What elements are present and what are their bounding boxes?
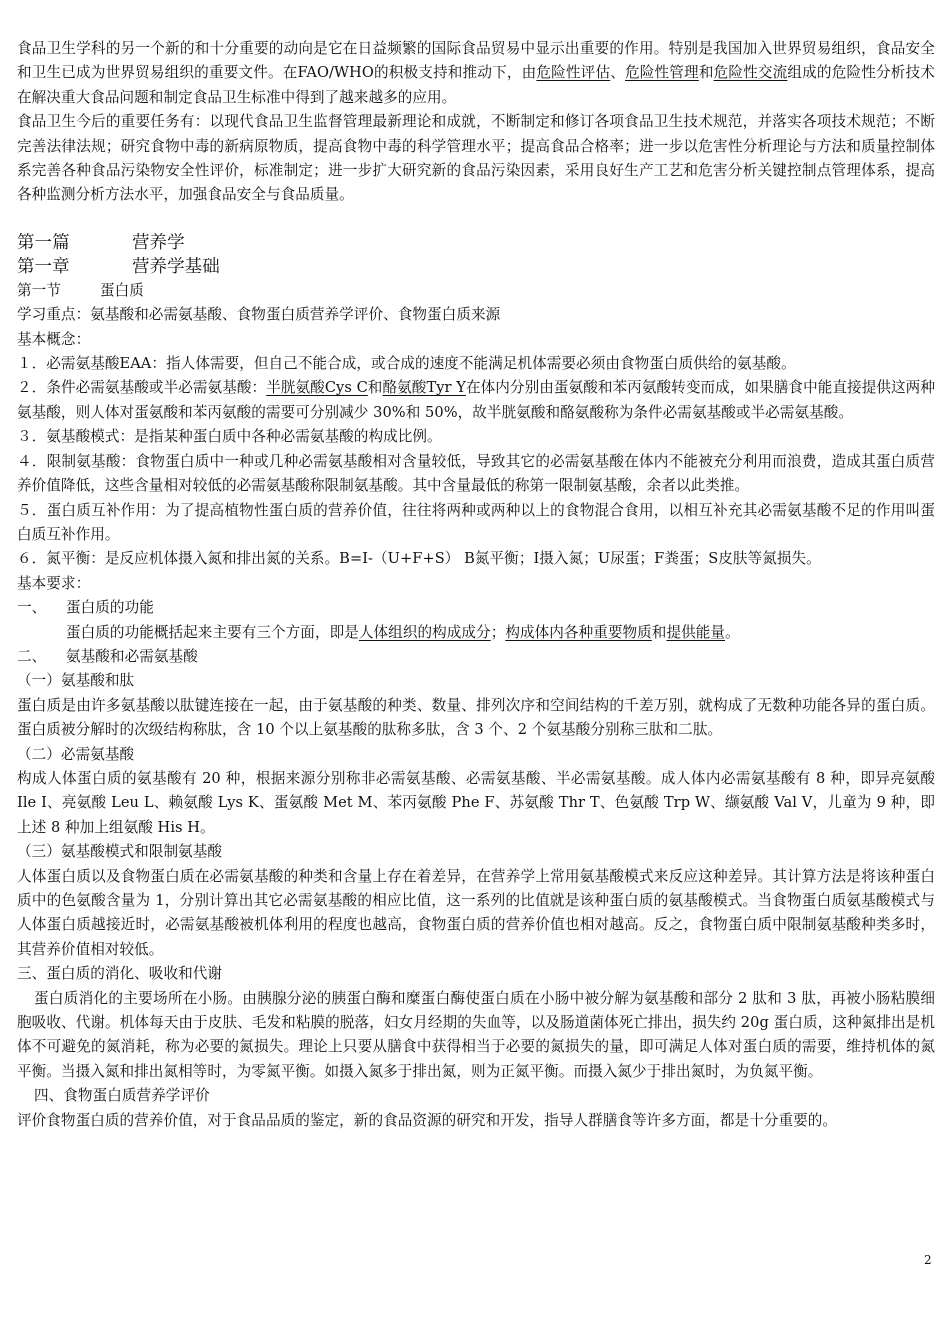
requirements-label: 基本要求：	[17, 574, 91, 592]
body-paragraph: 人体蛋白质以及食物蛋白质在必需氨基酸的种类和含量上存在着差异，在营养学上常用氨基酸模式来反应这种差异。其计算方法是将该种蛋白质中的色氨酸含量为 1，分别计算出其它必需氨基酸的相应比值，这一系列的比值就是该种蛋白质的氨基酸模式。当食物蛋白质氨基酸模式与人体蛋白质越接近时，必需氨基酸被机体利用的程度也越高，食物蛋白质的营养价值也相对越高。反之，食物蛋白质中限制氨基酸种类多时，其营养价值相对较低。	[17, 867, 935, 958]
section-heading	[17, 279, 935, 303]
subsection-heading: 四、食物蛋白质营养学评价	[34, 1087, 210, 1105]
underlined-term: 危险性交流	[713, 64, 788, 82]
concept-item: １．必需氨基酸EAA：指人体需要，但自己不能合成，或合成的速度不能满足机体需要必须由食物蛋白质供给的氨基酸。	[17, 355, 796, 373]
underlined-term: 构成体内各种重要物质	[505, 623, 652, 641]
chapter-heading	[17, 255, 935, 279]
subsection-heading: 一、 蛋白质的功能	[17, 599, 154, 617]
body-paragraph: 蛋白质是由许多氨基酸以肽键连接在一起，由于氨基酸的种类、数量、排列次序和空间结构的千差万别，就构成了无数种功能各异的蛋白质。蛋白质被分解时的次级结构称肽，含 10 个以上氨基酸的肽称多肽，含 3 个、2 个氨基酸分别称三肽和二肽。	[17, 696, 935, 739]
body-paragraph: 蛋白质的功能概括起来主要有三个方面，即是人体组织的构成成分；构成体内各种重要物质和提供能量。	[66, 623, 740, 641]
underlined-term: 提供能量	[666, 623, 726, 641]
part-number: 第一篇	[17, 232, 70, 253]
concept-item: ４．限制氨基酸：食物蛋白质中一种或几种必需氨基酸相对含量较低，导致其它的必需氨基酸在体内不能被充分利用而浪费，造成其蛋白质营养价值降低，这些含量相对较低的必需氨基酸称限制氨基酸。其中含量最低的称第一限制氨基酸，余者以此类推。	[17, 452, 935, 495]
spacer	[17, 208, 935, 231]
subsection-heading: 三、蛋白质的消化、吸收和代谢	[17, 965, 223, 983]
chapter-number: 第一章	[17, 256, 70, 277]
underlined-term: 人体组织的构成成分	[358, 623, 491, 641]
body-paragraph: 蛋白质消化的主要场所在小肠。由胰腺分泌的胰蛋白酶和糜蛋白酶使蛋白质在小肠中被分解为氨基酸和部分 2 肽和 3 肽，再被小肠粘膜细胞吸收、代谢。机体每天由于皮肤、毛发和粘膜的脱落，妇女月经期的失血等，以及肠道菌体死亡排出，损失约 20g 蛋白质，这种氮排出是机体不可避免的氮消耗，称为必要的氮损失。理论上只要从膳食中获得相当于必要的氮损失的量，即可满足人体对蛋白质的需要，维持机体的氮平衡。当摄入氮和排出氮相等时，为零氮平衡。如摄入氮多于排出氮，则为正氮平衡。而摄入氮少于排出氮时，为负氮平衡。	[17, 989, 935, 1080]
section-number: 第一节	[17, 281, 61, 299]
underlined-term: 危险性评估	[536, 64, 611, 82]
document-page	[17, 37, 935, 1133]
body-paragraph: 构成人体蛋白质的氨基酸有 20 种，根据来源分别称非必需氨基酸、必需氨基酸、半必需氨基酸。成人体内必需氨基酸有 8 种，即异亮氨酸 Ile I、亮氨酸 Leu L、赖氨酸 Lys K、蛋氨酸 Met M、苯丙氨酸 Phe F、苏氨酸 Thr T、色氨酸 Trp W、缬氨酸 Val V，儿童为 9 种，即上述 8 种加上组氨酸 His H。	[17, 769, 935, 836]
section-title: 蛋白质	[100, 281, 144, 299]
part-title: 营养学	[132, 232, 185, 253]
concept-item: ６．氮平衡：是反应机体摄入氮和排出氮的关系。B=I-（U+F+S） B氮平衡；I摄入氮；U尿蛋；F粪蛋；S皮肤等氮损失。	[17, 550, 821, 568]
intro-paragraph-2: 食品卫生今后的重要任务有：以现代食品卫生监督管理最新理论和成就，不断制定和修订各项食品卫生技术规范，并落实各项技术规范；不断完善法律法规；研究食物中毒的新病原物质，提高食物中毒的科学管理水平；提高食品合格率；进一步以危害性分析理论与方法和质量控制体系完善各种食品污染物安全性评价，标准制定；进一步扩大研究新的食品污染因素，采用良好生产工艺和危害分析关键控制点管理体系，提高各种监测分析方法水平，加强食品安全与食品质量。	[17, 113, 935, 204]
intro-paragraph-1: 食品卫生学科的另一个新的和十分重要的动向是它在日益频繁的国际食品贸易中显示出重要的作用。特别是我国加入世界贸易组织，食品安全和卫生已成为世界贸易组织的重要文件。在FAO/WHO的积极支持和推动下，由危险性评估、危险性管理和危险性交流组成的危险性分析技术在解决重大食品问题和制定食品卫生标准中得到了越来越多的应用。	[17, 40, 935, 106]
part-heading	[17, 231, 935, 255]
underlined-term: 酪氨酸Tyr Y	[382, 379, 466, 397]
study-focus: 学习重点：氨基酸和必需氨基酸、食物蛋白质营养学评价、食物蛋白质来源	[17, 306, 501, 324]
body-paragraph: 评价食物蛋白质的营养价值，对于食品品质的鉴定，新的食品资源的研究和开发，指导人群膳食等许多方面，都是十分重要的。	[17, 1111, 838, 1129]
concept-item: ２．条件必需氨基酸或半必需氨基酸：半胱氨酸Cys C和酪氨酸Tyr Y在体内分别由蛋氨酸和苯丙氨酸转变而成，如果膳食中能直接提供这两种氨基酸，则人体对蛋氨酸和苯丙氨酸的需要可分别减少 30%和 50%，故半胱氨酸和酪氨酸称为条件必需氨基酸或半必需氨基酸。	[17, 379, 935, 421]
sub-subsection-heading: （一）氨基酸和肽	[17, 672, 135, 690]
chapter-title: 营养学基础	[132, 256, 220, 277]
underlined-term: 危险性管理	[624, 64, 699, 82]
concept-item: ５．蛋白质互补作用：为了提高植物性蛋白质的营养价值，往往将两种或两种以上的食物混合食用，以相互补充其必需氨基酸不足的作用叫蛋白质互补作用。	[17, 501, 935, 543]
underlined-term: 半胱氨酸Cys C	[266, 379, 368, 397]
sub-subsection-heading: （三）氨基酸模式和限制氨基酸	[17, 843, 223, 861]
concept-item: ３．氨基酸模式：是指某种蛋白质中各种必需氨基酸的构成比例。	[17, 428, 442, 446]
concepts-label: 基本概念：	[17, 330, 91, 348]
subsection-heading: 二、 氨基酸和必需氨基酸	[17, 647, 198, 665]
page-number: 2	[924, 1253, 932, 1267]
sub-subsection-heading: （二）必需氨基酸	[17, 745, 135, 763]
